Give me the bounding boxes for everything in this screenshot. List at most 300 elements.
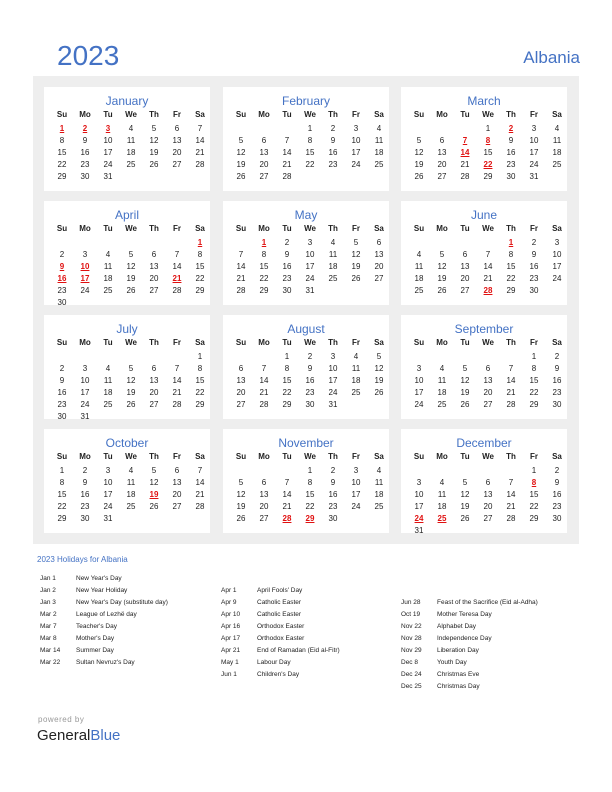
holiday-date: Apr 9 [221, 599, 237, 606]
day: 27 [374, 274, 384, 283]
brand-blue: Blue [90, 727, 121, 744]
weekday-label: We [304, 452, 316, 461]
day: 24 [80, 286, 90, 295]
day: 7 [238, 250, 244, 259]
weekday-label: Fr [173, 452, 181, 461]
day: 21 [259, 388, 269, 397]
day: 11 [103, 262, 113, 271]
day: 7 [284, 136, 290, 145]
day: 6 [238, 364, 244, 373]
day: 15 [305, 490, 315, 499]
day: 26 [236, 172, 246, 181]
day: 12 [437, 262, 447, 271]
day: 8 [284, 364, 290, 373]
day: 23 [529, 274, 539, 283]
day: 29 [282, 400, 292, 409]
holiday-day: 16 [57, 274, 67, 283]
day: 10 [414, 376, 424, 385]
weekday-header [51, 452, 214, 464]
day: 25 [351, 388, 361, 397]
day: 6 [174, 466, 180, 475]
weekday-label: Sa [374, 452, 384, 461]
day: 4 [416, 250, 422, 259]
holiday-day: 28 [483, 286, 493, 295]
month-name: January [105, 94, 149, 108]
day: 10 [80, 376, 90, 385]
day: 11 [103, 376, 113, 385]
weekday-label: Th [149, 110, 159, 119]
day: 23 [552, 388, 562, 397]
brand-general: General [37, 727, 91, 744]
day: 8 [508, 250, 514, 259]
day: 29 [57, 514, 67, 523]
weekday-label: We [304, 110, 316, 119]
holiday-date: Apr 1 [221, 587, 237, 594]
day: 6 [261, 136, 267, 145]
day: 21 [460, 160, 470, 169]
month-february [223, 87, 389, 191]
day: 20 [149, 388, 159, 397]
day: 21 [195, 148, 205, 157]
day: 3 [330, 352, 336, 361]
day: 9 [82, 136, 88, 145]
weekday-label: We [125, 452, 137, 461]
day: 5 [376, 352, 382, 361]
holiday-date: Dec 24 [401, 671, 422, 678]
day: 20 [259, 160, 269, 169]
day: 3 [416, 364, 422, 373]
day: 12 [374, 364, 384, 373]
day: 6 [376, 238, 382, 247]
weekday-label: Sa [374, 110, 384, 119]
day: 3 [82, 364, 88, 373]
day: 30 [552, 400, 562, 409]
day: 3 [307, 238, 313, 247]
weekday-label: Tu [282, 338, 292, 347]
day: 5 [462, 364, 468, 373]
holiday-name: Catholic Easter [257, 599, 302, 606]
day: 17 [351, 148, 361, 157]
weekday-label: Su [413, 110, 425, 119]
day: 5 [462, 478, 468, 487]
holiday-name: Sultan Nevruz's Day [76, 659, 135, 666]
day: 19 [236, 160, 246, 169]
day: 23 [80, 160, 90, 169]
day: 11 [126, 136, 136, 145]
day: 27 [259, 172, 269, 181]
day: 20 [172, 490, 182, 499]
holiday-date: Jan 3 [40, 599, 56, 606]
holiday-date: Jan 2 [40, 587, 56, 594]
day: 6 [151, 364, 157, 373]
holiday-day: 1 [59, 124, 65, 133]
holiday-name: Children's Day [257, 671, 300, 678]
day: 16 [328, 490, 338, 499]
weekday-header [230, 338, 393, 350]
day: 27 [460, 286, 470, 295]
holiday-date: Apr 16 [221, 623, 241, 630]
day: 1 [197, 352, 203, 361]
day: 4 [376, 124, 382, 133]
day: 2 [531, 238, 537, 247]
day: 26 [149, 160, 159, 169]
day: 31 [328, 400, 338, 409]
day: 8 [261, 250, 267, 259]
day: 23 [506, 160, 516, 169]
holiday-day: 21 [172, 274, 182, 283]
powered-by: powered by [38, 715, 85, 724]
day: 16 [305, 376, 315, 385]
day: 22 [506, 274, 516, 283]
weekday-label: Tu [282, 224, 292, 233]
holiday-date: Mar 2 [40, 611, 57, 618]
day: 28 [172, 400, 182, 409]
day: 26 [126, 400, 136, 409]
day: 22 [305, 502, 315, 511]
day: 22 [529, 502, 539, 511]
day: 10 [351, 478, 361, 487]
day: 12 [149, 136, 159, 145]
day: 5 [439, 250, 445, 259]
weekday-label: Tu [103, 110, 113, 119]
day: 7 [174, 364, 180, 373]
day: 4 [353, 352, 359, 361]
day: 4 [554, 124, 560, 133]
day: 5 [238, 478, 244, 487]
day: 18 [414, 274, 424, 283]
day: 5 [151, 124, 157, 133]
month-name: June [470, 208, 498, 222]
day: 27 [149, 400, 159, 409]
weekday-label: Sa [195, 224, 205, 233]
holiday-name: Christmas Eve [437, 671, 480, 678]
holiday-date: Nov 28 [401, 635, 422, 642]
day: 13 [236, 376, 246, 385]
day: 8 [307, 136, 313, 145]
day: 18 [103, 388, 113, 397]
holiday-day: 9 [59, 262, 65, 271]
day: 5 [151, 466, 157, 475]
weekday-label: Mo [436, 224, 448, 233]
month-october [44, 429, 210, 533]
day: 28 [236, 286, 246, 295]
day: 19 [460, 388, 470, 397]
holiday-date: Jun 1 [221, 671, 237, 678]
holiday-day: 2 [508, 124, 514, 133]
day: 23 [552, 502, 562, 511]
day: 28 [195, 160, 205, 169]
weekday-label: Su [56, 110, 68, 119]
day: 1 [485, 124, 491, 133]
weekday-label: Su [56, 452, 68, 461]
day: 13 [172, 136, 182, 145]
day: 18 [103, 274, 113, 283]
weekday-header [408, 110, 571, 122]
day: 23 [305, 388, 315, 397]
day: 16 [57, 388, 67, 397]
day: 26 [437, 286, 447, 295]
weekday-label: Fr [530, 224, 538, 233]
weekday-label: We [482, 224, 494, 233]
day: 9 [531, 250, 537, 259]
holiday-name: New Year's Day (substitute day) [76, 599, 168, 606]
day: 20 [437, 160, 447, 169]
day: 10 [305, 250, 315, 259]
day: 17 [103, 148, 113, 157]
weekday-header [51, 338, 214, 350]
holiday-date: Nov 22 [401, 623, 422, 630]
weekday-label: Tu [282, 110, 292, 119]
day: 16 [80, 148, 90, 157]
holiday-date: Mar 7 [40, 623, 57, 630]
month-name: May [294, 208, 318, 222]
day: 4 [439, 478, 445, 487]
holiday-name: Mother's Day [76, 635, 115, 642]
day: 14 [172, 376, 182, 385]
day: 9 [508, 136, 514, 145]
day: 8 [197, 364, 203, 373]
day: 21 [195, 490, 205, 499]
day: 28 [506, 514, 516, 523]
day: 9 [330, 478, 336, 487]
weekday-label: We [482, 110, 494, 119]
day: 30 [80, 172, 90, 181]
day: 30 [552, 514, 562, 523]
weekday-header [408, 452, 571, 464]
weekday-label: We [125, 110, 137, 119]
weekday-label: Fr [173, 338, 181, 347]
day: 26 [351, 274, 361, 283]
day: 26 [374, 388, 384, 397]
day: 25 [374, 160, 384, 169]
day: 7 [508, 478, 514, 487]
holiday-day: 25 [437, 514, 447, 523]
weekday-label: Sa [195, 452, 205, 461]
day: 18 [437, 388, 447, 397]
day: 3 [353, 466, 359, 475]
day: 21 [236, 274, 246, 283]
day: 13 [259, 148, 269, 157]
day: 25 [103, 286, 113, 295]
holiday-date: Jun 28 [401, 599, 421, 606]
day: 16 [80, 490, 90, 499]
day: 18 [437, 502, 447, 511]
day: 25 [126, 502, 136, 511]
holiday-name: New Year Holiday [76, 587, 128, 594]
day: 29 [259, 286, 269, 295]
month-november [223, 429, 389, 533]
day: 26 [460, 400, 470, 409]
day: 25 [126, 160, 136, 169]
day: 20 [483, 502, 493, 511]
day: 19 [351, 262, 361, 271]
day: 28 [172, 286, 182, 295]
day: 7 [197, 124, 203, 133]
holiday-day: 29 [305, 514, 315, 523]
day: 4 [128, 466, 134, 475]
day: 14 [483, 262, 493, 271]
holiday-name: Youth Day [437, 659, 467, 666]
weekday-label: Th [506, 224, 516, 233]
month-july [44, 315, 210, 419]
day: 25 [103, 400, 113, 409]
weekday-label: We [304, 224, 316, 233]
day: 15 [259, 262, 269, 271]
day: 30 [506, 172, 516, 181]
month-august [223, 315, 389, 419]
day: 11 [374, 136, 384, 145]
day: 30 [305, 400, 315, 409]
day: 24 [552, 274, 562, 283]
weekday-label: Tu [282, 452, 292, 461]
holiday-name: April Fools' Day [257, 587, 303, 594]
day: 21 [506, 388, 516, 397]
day: 8 [59, 478, 65, 487]
day: 30 [282, 286, 292, 295]
holiday-date: Jan 1 [40, 575, 56, 582]
day: 9 [554, 364, 560, 373]
weekday-label: Th [149, 224, 159, 233]
day: 22 [195, 388, 205, 397]
month-april [44, 201, 210, 305]
day: 14 [195, 478, 205, 487]
weekday-label: Su [413, 338, 425, 347]
holiday-day: 3 [105, 124, 111, 133]
holiday-day: 8 [485, 136, 491, 145]
day: 22 [195, 274, 205, 283]
day: 18 [328, 262, 338, 271]
day: 13 [437, 148, 447, 157]
weekday-label: Tu [103, 338, 113, 347]
day: 13 [460, 262, 470, 271]
day: 7 [261, 364, 267, 373]
day: 27 [149, 286, 159, 295]
month-name: December [456, 436, 512, 450]
day: 2 [284, 238, 290, 247]
holiday-name: Feast of the Sacrifice (Eid al-Adha) [437, 599, 538, 606]
day: 27 [437, 172, 447, 181]
weekday-label: Su [56, 338, 68, 347]
weekday-label: Fr [530, 338, 538, 347]
day: 22 [305, 160, 315, 169]
day: 21 [506, 502, 516, 511]
holiday-name: League of Lezhë day [76, 611, 137, 618]
day: 18 [351, 376, 361, 385]
country-title: Albania [523, 48, 580, 67]
day: 15 [57, 490, 67, 499]
day: 3 [416, 478, 422, 487]
day: 17 [351, 490, 361, 499]
day: 11 [126, 478, 136, 487]
weekday-header [408, 338, 571, 350]
day: 24 [328, 388, 338, 397]
day: 24 [351, 502, 361, 511]
weekday-label: We [482, 338, 494, 347]
day: 11 [351, 364, 361, 373]
day: 16 [552, 376, 562, 385]
day: 12 [414, 148, 424, 157]
day: 2 [59, 364, 65, 373]
day: 24 [103, 502, 113, 511]
weekday-label: Fr [173, 224, 181, 233]
day: 18 [126, 148, 136, 157]
day: 13 [483, 490, 493, 499]
weekday-label: We [125, 224, 137, 233]
weekday-label: Su [235, 224, 247, 233]
weekday-header [51, 110, 214, 122]
day: 28 [282, 172, 292, 181]
weekday-label: Th [149, 338, 159, 347]
day: 11 [328, 250, 338, 259]
day: 5 [128, 250, 134, 259]
day: 24 [80, 400, 90, 409]
weekday-label: Su [413, 452, 425, 461]
day: 28 [259, 400, 269, 409]
day: 10 [552, 250, 562, 259]
day: 2 [554, 352, 560, 361]
holiday-day: 14 [460, 148, 470, 157]
holiday-day: 2 [82, 124, 88, 133]
weekday-label: Fr [352, 452, 360, 461]
weekday-label: Mo [79, 110, 91, 119]
day: 1 [531, 352, 537, 361]
day: 14 [282, 490, 292, 499]
holiday-day: 17 [80, 274, 90, 283]
day: 11 [437, 490, 447, 499]
month-may [223, 201, 389, 305]
day: 19 [437, 274, 447, 283]
day: 4 [376, 466, 382, 475]
weekday-label: Mo [258, 452, 270, 461]
day: 12 [460, 490, 470, 499]
day: 5 [128, 364, 134, 373]
weekday-label: Mo [436, 110, 448, 119]
weekday-label: Th [506, 110, 516, 119]
day: 29 [529, 514, 539, 523]
brand-logo[interactable] [37, 727, 120, 744]
day: 19 [149, 148, 159, 157]
day: 15 [282, 376, 292, 385]
weekday-label: Fr [530, 452, 538, 461]
weekday-label: Tu [103, 452, 113, 461]
day: 29 [195, 400, 205, 409]
day: 30 [529, 286, 539, 295]
weekday-label: Fr [352, 224, 360, 233]
day: 5 [416, 136, 422, 145]
day: 21 [282, 160, 292, 169]
day: 14 [172, 262, 182, 271]
weekday-label: Tu [460, 110, 470, 119]
day: 18 [374, 148, 384, 157]
day: 14 [506, 376, 516, 385]
holiday-name: Independence Day [437, 635, 492, 642]
day: 31 [103, 172, 113, 181]
weekday-label: Mo [258, 110, 270, 119]
day: 3 [105, 466, 111, 475]
day: 5 [238, 136, 244, 145]
day: 19 [460, 502, 470, 511]
day: 25 [328, 274, 338, 283]
day: 27 [236, 400, 246, 409]
weekday-label: Mo [79, 452, 91, 461]
day: 1 [307, 124, 313, 133]
day: 13 [483, 376, 493, 385]
weekday-label: Th [328, 338, 338, 347]
day: 5 [353, 238, 359, 247]
day: 27 [483, 514, 493, 523]
weekday-label: Fr [530, 110, 538, 119]
holiday-date: Dec 25 [401, 683, 422, 690]
